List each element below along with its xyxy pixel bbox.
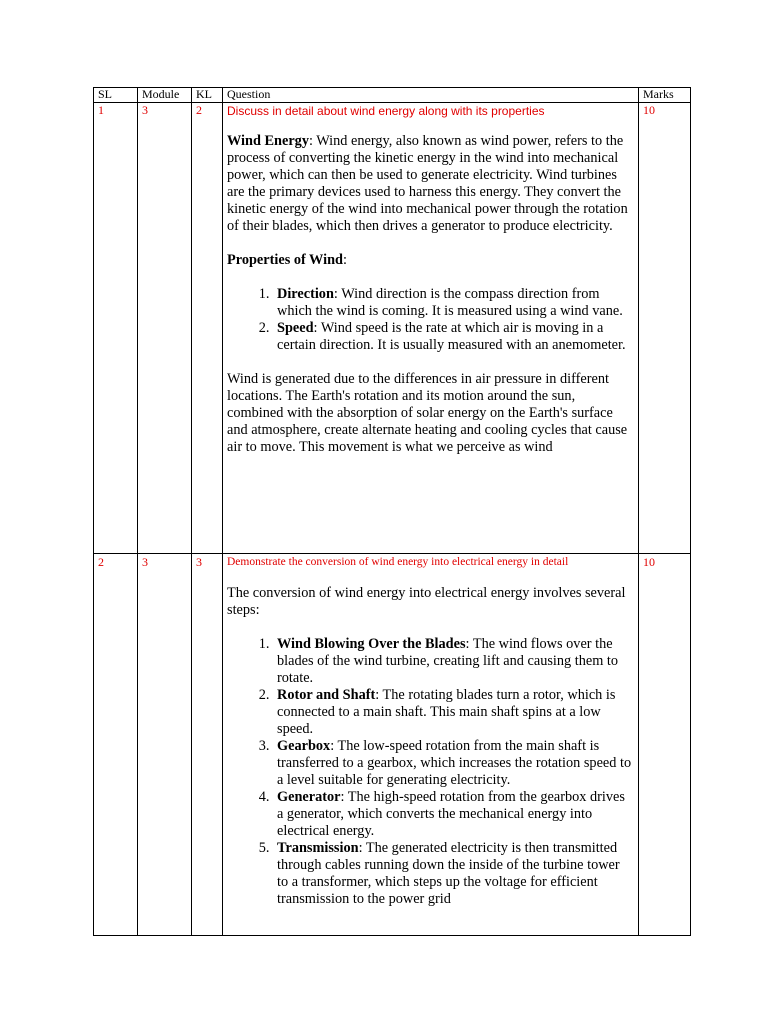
header-module: Module — [138, 88, 192, 103]
list-item: 4. Generator: The high-speed rotation from the gearbox drives a generator, which converts the mechanical energy into electrical energy. — [273, 789, 632, 840]
answer-closing: Wind is generated due to the differences in air pressure in different locations. The Earth's rotation and its motion around the sun, combined with the absorption of solar energy on the Earth's surface and atmosphere, create alternate heating and cooling cycles that cause air to move. This movement is what we perceive as wind — [227, 371, 628, 455]
steps-list — [227, 636, 632, 908]
intro-term: Wind Energy — [227, 133, 309, 149]
answer-body — [227, 133, 638, 456]
list-item: 2. Rotor and Shaft: The rotating blades turn a rotor, which is connected to a main shaft. This main shaft spins at a low speed. — [273, 687, 632, 738]
cell-kl: 3 — [192, 554, 223, 936]
intro-text: : Wind energy, also known as wind power, refers to the process of converting the kinetic energy in the wind into mechanical power, which can then be used to generate electricity. Wind turbines are the primary devices used to harness this energy. They convert the kinetic energy of the wind into mechanical power through the rotation of their blades, which then drives a generator to produce electricity. — [227, 133, 628, 234]
properties-list — [227, 286, 632, 354]
cell-module: 3 — [138, 103, 192, 554]
table-row — [94, 554, 691, 936]
list-item: 2. Speed: Wind speed is the rate at which air is moving in a certain direction. It is usually measured with an anemometer. — [273, 320, 632, 354]
cell-kl: 2 — [192, 103, 223, 554]
header-question: Question — [223, 88, 639, 103]
answer-body — [227, 585, 638, 908]
list-item: 1. Wind Blowing Over the Blades: The wind flows over the blades of the wind turbine, creating lift and causing them to rotate. — [273, 636, 632, 687]
header-row — [94, 88, 691, 103]
list-item: 1. Direction: Wind direction is the compass direction from which the wind is coming. It is measured using a wind vane. — [273, 286, 632, 320]
list-item: 3. Gearbox: The low-speed rotation from the main shaft is transferred to a gearbox, which increases the rotation speed to a level suitable for generating electricity. — [273, 738, 632, 789]
header-kl: KL — [192, 88, 223, 103]
cell-sl: 1 — [94, 103, 138, 554]
cell-question — [223, 103, 639, 554]
table-row — [94, 103, 691, 554]
header-sl: SL — [94, 88, 138, 103]
subheading-text: Properties of Wind — [227, 252, 343, 268]
cell-marks: 10 — [639, 103, 691, 554]
cell-module: 3 — [138, 554, 192, 936]
cell-question — [223, 554, 639, 936]
question-title: Discuss in detail about wind energy along with its properties — [227, 104, 545, 118]
answer-subheading: Properties of Wind: — [227, 252, 347, 268]
cell-marks: 10 — [639, 554, 691, 936]
question-table — [93, 87, 691, 936]
header-marks: Marks — [639, 88, 691, 103]
answer-intro — [227, 133, 632, 235]
list-item: 5. Transmission: The generated electricity is then transmitted through cables running down the inside of the turbine tower to a transformer, which steps up the voltage for efficient transmission to the power grid — [273, 840, 632, 908]
cell-sl: 2 — [94, 554, 138, 936]
question-title: Demonstrate the conversion of wind energy into electrical energy in detail — [227, 556, 569, 568]
answer-intro: The conversion of wind energy into electrical energy involves several steps: — [227, 585, 626, 618]
